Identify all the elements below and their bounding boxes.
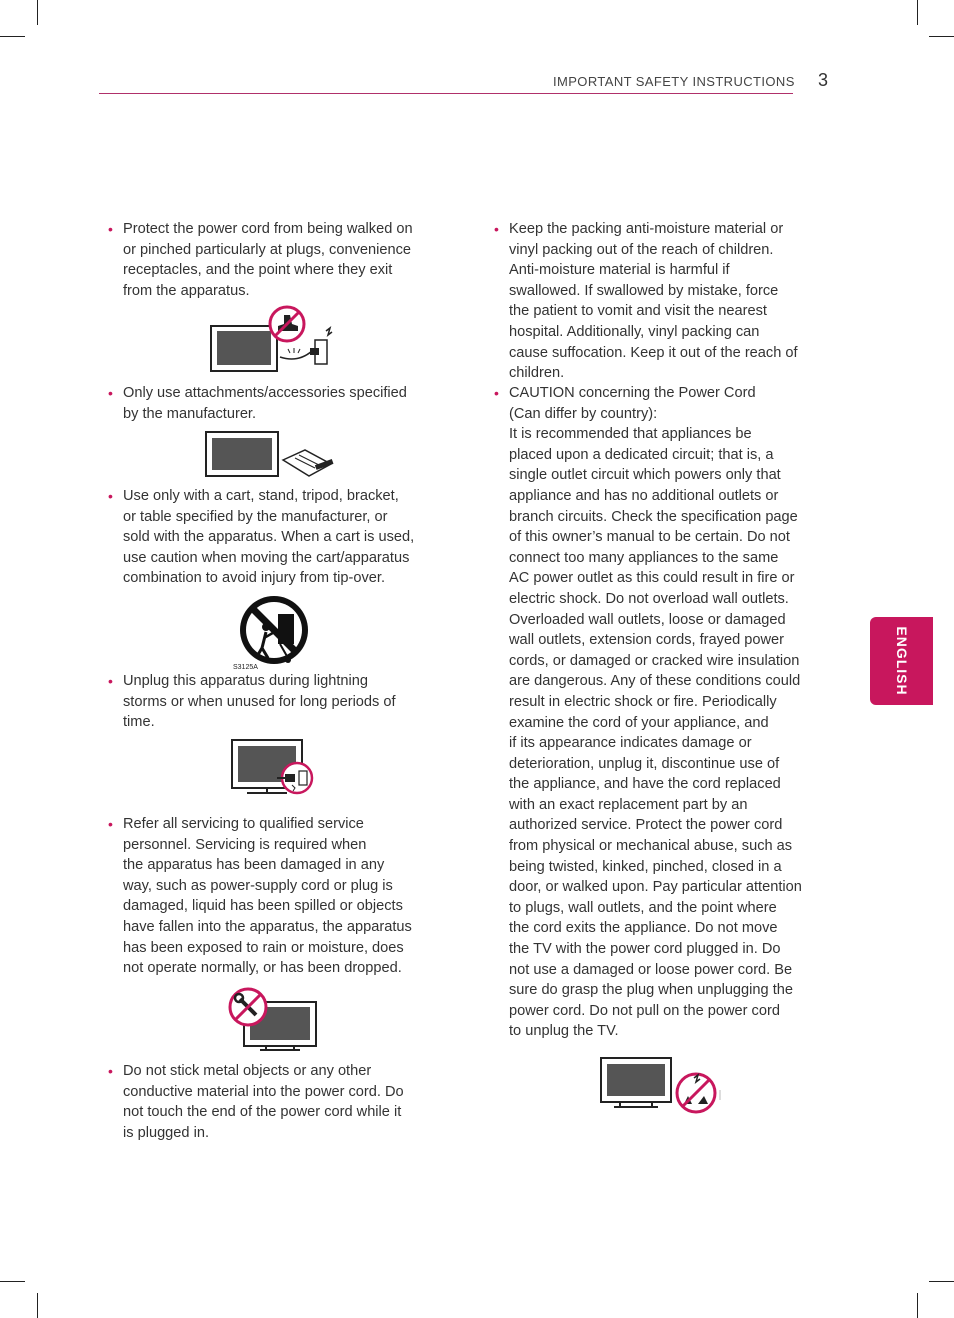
section-title: IMPORTANT SAFETY INSTRUCTIONS bbox=[553, 74, 795, 89]
bullet-text: Keep the packing anti-moisture material or vinyl packing out of the reach of children. Anti-moisture material is harmful if swallowed. If swallowed by mistake, force the patient to vomit and visit the nearest hospital. Additionally, vinyl packing can cause suffocation. Keep it out of the reach of children. bbox=[509, 221, 798, 382]
crop-mark bbox=[929, 36, 954, 37]
crop-mark bbox=[37, 1293, 38, 1318]
no-moving-tv-plugged-in-illustration bbox=[598, 1056, 724, 1116]
list-item bbox=[108, 486, 443, 589]
bullet-dot: • bbox=[108, 488, 113, 504]
list-item bbox=[108, 383, 443, 424]
list-item bbox=[108, 671, 443, 733]
crop-mark bbox=[917, 0, 918, 25]
bullet-dot: • bbox=[494, 221, 499, 237]
bullet-dot: • bbox=[108, 385, 113, 401]
language-tab[interactable] bbox=[870, 617, 933, 705]
bullet-text: CAUTION concerning the Power Cord (Can differ by country): It is recommended that appliances be placed upon a dedicated circuit; that is, a single outlet circuit which powers only that appliance and has no additional outlets or branch circuits. Check the specification page of this owner’s manual to be certain. Do not connect too many appliances to the same AC power outlet as this could result in fire or electric shock. Do not overload wall outlets. Overloaded wall outlets, loose or damaged wall outlets, extension cords, frayed power cords, or damaged or cracked wire insulation are dangerous. Any of these conditions could result in electric shock or fire. Periodically examine the cord of your appliance, and if its appearance indicates damage or deterioration, unplug it, discontinue use of the appliance, and have the cord replaced with an exact replacement part by an authorized service. Protect the power cord from physical or mechanical abuse, such as being twisted, kinked, pinched, closed in a door, or walked upon. Pay particular attention to plugs, wall outlets, and the point where the cord exits the appliance. Do not move the TV with the power cord plugged in. Do not use a damaged or loose power cord. Be sure do grasp the plug when unplugging the power cord. Do not pull on the power cord to unplug the TV. bbox=[509, 385, 802, 1040]
bullet-dot: • bbox=[494, 385, 499, 401]
list-item bbox=[108, 814, 443, 979]
list-item bbox=[108, 219, 443, 301]
cart-tip-over-warning-illustration bbox=[230, 594, 314, 672]
unplug-during-storm-illustration bbox=[229, 738, 317, 800]
crop-mark bbox=[0, 36, 25, 37]
cart-label: S3125A bbox=[233, 664, 258, 671]
page-number: 3 bbox=[818, 70, 829, 90]
header-divider bbox=[99, 93, 793, 94]
bullet-text: Use only with a cart, stand, tripod, bracket, or table specified by the manufacturer, or sold with the apparatus. When a cart is used, use caution when moving the cart/apparatus combination to avoid injury from tip-over. bbox=[123, 488, 415, 587]
bullet-dot: • bbox=[108, 673, 113, 689]
list-item bbox=[494, 219, 829, 384]
crop-mark bbox=[929, 1281, 954, 1282]
bullet-dot: • bbox=[108, 221, 113, 237]
crop-mark bbox=[37, 0, 38, 25]
bullet-text: Do not stick metal objects or any other conductive material into the power cord. Do not touch the end of the power cord while it is plugged in. bbox=[123, 1063, 404, 1141]
accessories-illustration bbox=[203, 430, 343, 480]
crop-mark bbox=[0, 1281, 25, 1282]
language-tab-label: ENGLISH bbox=[893, 626, 910, 696]
bullet-dot: • bbox=[108, 1063, 113, 1079]
bullet-text: Unplug this apparatus during lightning storms or when unused for long periods of time. bbox=[123, 673, 396, 731]
bullet-text: Only use attachments/accessories specified by the manufacturer. bbox=[123, 385, 407, 422]
power-cord-walk-warning-illustration bbox=[208, 305, 338, 373]
list-item bbox=[108, 1061, 443, 1143]
bullet-dot: • bbox=[108, 816, 113, 832]
crop-mark bbox=[917, 1293, 918, 1318]
list-item bbox=[494, 383, 829, 1042]
bullet-text: Protect the power cord from being walked on or pinched particularly at plugs, convenience receptacles, and the point where they exit from the apparatus. bbox=[123, 221, 413, 299]
bullet-text: Refer all servicing to qualified service personnel. Servicing is required when the apparatus has been damaged in any way, such as power-supply cord or plug is damaged, liquid has been spilled or objects have fallen into the apparatus, the apparatus has been exposed to rain or moisture, does not operate normally, or has been dropped. bbox=[123, 816, 412, 977]
no-self-servicing-illustration bbox=[226, 985, 320, 1053]
